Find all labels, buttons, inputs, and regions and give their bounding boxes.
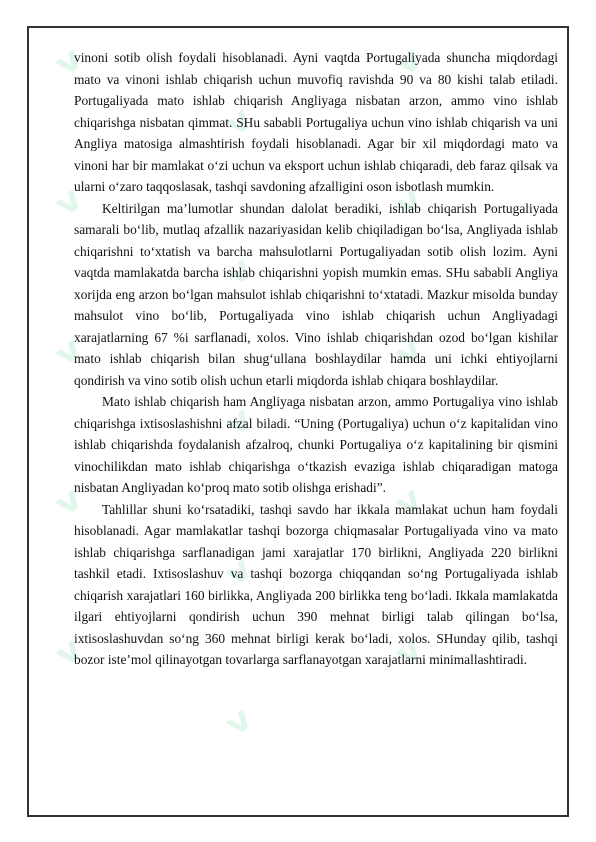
watermark-mark: ᵛ <box>212 93 277 165</box>
watermark-mark: ᵛ <box>212 693 277 765</box>
watermark-mark: ᵛ <box>42 623 107 695</box>
paragraph: Mato ishlab chiqarish ham Angliyaga nisbatan arzon, ammo Portugaliya vino ishlab chiqarishga ixtisoslashishni afzal biladi. “Uning (Portugaliya) uchun o‘z kapitalidan vino ishlab chiqarishda foydalanish afzalroq, chunki Portugaliya o‘z kapitalining bir qismini vinochilikdan mato ishlab chiqarishga o‘tkazish evaziga ishlab chiqaradigan matoga nisbatan Angliyadan ko‘proq mato sotib olishga erishadi”. <box>74 394 558 495</box>
paragraph: vinoni sotib olish foydali hisoblanadi. Ayni vaqtda Portugaliyada shuncha miqdordagi mato va vinoni ishlab chiqarish uchun muvofiq ravishda 90 va 80 kishi talab etiladi. Portugaliyada mato ishlab chiqarish Angliyaga nisbatan arzon, ammo vino ishlab chiqarishga nisbatan qimmat. SHu sababli Portugaliya uchun vino ishlab chiqarish va uni Angliya matosiga almashtirish foydali hisoblanadi. Agar bir xil miqdordagi mato va vinoni har bir mamlakat o‘zi uchun va eksport uchun ishlab chiqaradi, deb faraz qilsak va ularni o‘zaro taqqoslasak, tashqi savdoning afzalligini oson isbotlash mumkin. <box>74 50 558 194</box>
watermark-mark: ᵛ <box>42 323 107 395</box>
watermark-mark: ᵛ <box>382 173 447 245</box>
paragraph: Tahlillar shuni ko‘rsatadiki, tashqi savdo har ikkala mamlakat uchun ham foydali hisoblanadi. Agar mamlakatlar tashqi bozorga chiqmasalar Portugaliyada vino va mato ishlab chiqarishga sarflanadigan jami xarajatlar 170 birlikni, Angliyada 220 birlikni tashkil etadi. Ixtisoslashuv va tashqi bozorga chiqqandan so‘ng Portugaliyada ishlab chiqarish xarajatlari 160 birlikka, Angliyada 200 birlikka teng bo‘ladi. Ikkala mamlakatda ilgari ehtiyojlarni qondirish uchun 390 mehnat birligi talab qilingan bo‘lsa, ixtisoslashuvdan so‘ng 360 mehnat birligi kerak bo‘ladi, xolos. SHunday qilib, tashqi bozor iste’mol qilinayotgan tovarlarga sarflanayotgan xarajatlarni minimallashtiradi. <box>74 501 558 667</box>
paragraph: Keltirilgan ma’lumotlar shundan dalolat beradiki, ishlab chiqarish Portugaliyada samarali bo‘lib, mutlaq afzallik nazariyasidan kelib chiqiladigan bo‘lsa, Angliyada ishlab chiqarishni to‘xtatish va barcha mahsulotlarni Portugaliyadan sotib olish lozim. Ayni vaqtda mamlakatda barcha ishlab chiqarishni yopish mumkin emas. SHu sababli Angliya xorijda eng arzon bo‘lgan mahsulot ishlab chiqarishni to‘xtatadi. Mazkur misolda bunday mahsulot vino bo‘lib, Portugaliyada vino ishlab chiqarish uchun Angliyadagi xarajatlarning 67 %i sarflanadi, xolos. Vino ishlab chiqarishdan ozod bo‘lgan kishilar mato ishlab chiqarish bilan shug‘ullana boshlaydilar hamda uni ichki ehtiyojlarni qondirish va vino sotib olish uchun etarli miqdorda ishlab chiqara boshlaydilar. <box>74 200 558 388</box>
watermark-mark: ᵛ <box>212 243 277 315</box>
watermark-mark: ᵛ <box>42 173 107 245</box>
watermark-mark: ᵛ <box>382 33 447 105</box>
watermark-mark: ᵛ <box>382 623 447 695</box>
watermark-mark: ᵛ <box>382 473 447 545</box>
watermark-mark: ᵛ <box>42 33 107 105</box>
watermark-mark: ᵛ <box>212 393 277 465</box>
document-body <box>74 47 558 671</box>
watermark-mark: ᵛ <box>382 323 447 395</box>
watermark-mark: ᵛ <box>42 473 107 545</box>
watermark-mark: ᵛ <box>212 543 277 615</box>
